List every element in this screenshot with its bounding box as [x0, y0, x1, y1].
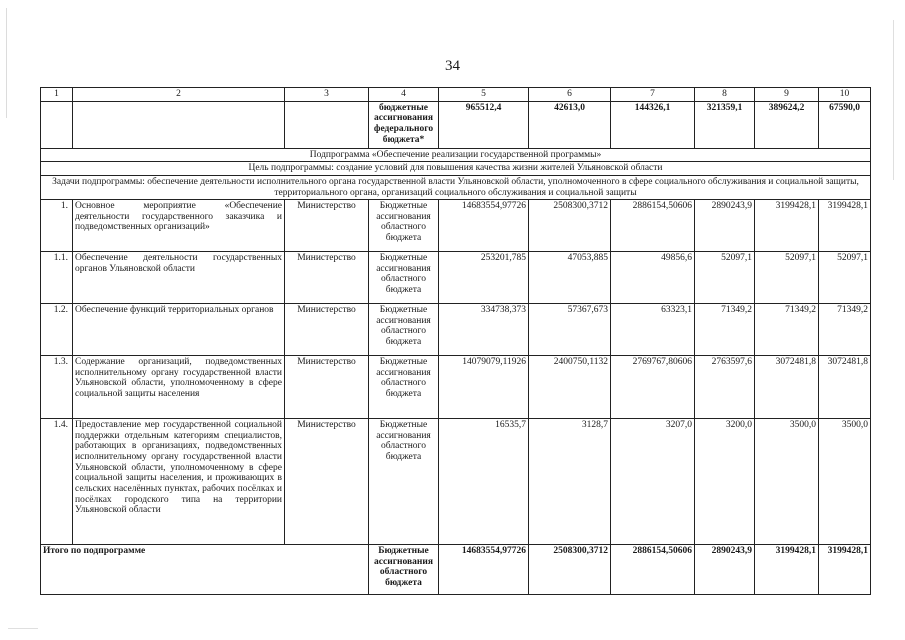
funding-source: Бюджетные ассигнования областного бюджета	[369, 304, 439, 356]
page-number: 34	[445, 58, 460, 74]
subprogram-tasks: Задачи подпрограммы: обеспечение деятельности исполнительного органа государственной власти Ульяновской области, уполномоченного в сфере социального обслуживания и социальной защиты, территориального органа, организаций социального обслуживания и социальной защиты	[41, 175, 871, 199]
funding-source: Бюджетные ассигнования областного бюджета	[369, 356, 439, 419]
value-cell: 14683554,97726	[439, 545, 529, 595]
value-cell: 49856,6	[611, 252, 695, 304]
value-cell: 2763597,6	[695, 356, 755, 419]
subprogram-goal: Цель подпрограммы: создание условий для повышения качества жизни жителей Ульяновской области	[41, 162, 871, 176]
value-cell: 253201,785	[439, 252, 529, 304]
value-cell: 3199428,1	[819, 200, 871, 252]
value-cell: 3500,0	[819, 419, 871, 545]
value-cell: 57367,673	[529, 304, 611, 356]
table-row	[41, 419, 871, 545]
table-row	[41, 200, 871, 252]
value-cell: 2890243,9	[695, 545, 755, 595]
subprogram-title: Подпрограмма «Обеспечение реализации государственной программы»	[41, 148, 871, 162]
budget-table	[40, 87, 871, 595]
funding-source: Бюджетные ассигнования областного бюджета	[369, 545, 439, 595]
column-number: 10	[819, 88, 871, 102]
value-cell: 3200,0	[695, 419, 755, 545]
table-row	[41, 356, 871, 419]
subprogram-title-row	[41, 148, 871, 162]
value-cell: 3207,0	[611, 419, 695, 545]
executor: Министерство	[285, 200, 369, 252]
funding-source: Бюджетные ассигнования областного бюджета	[369, 252, 439, 304]
subprogram-tasks-row	[41, 175, 871, 199]
value-cell: 47053,885	[529, 252, 611, 304]
activity-name: Обеспечение функций территориальных органов	[73, 304, 285, 356]
subprogram-goal-row	[41, 162, 871, 176]
value-cell: 16535,7	[439, 419, 529, 545]
activity-name: Содержание организаций, подведомственных исполнительному органу государственной власти Ульяновской области, уполномоченному в сфере социальной защиты населения	[73, 356, 285, 419]
column-number: 4	[369, 88, 439, 102]
column-number: 7	[611, 88, 695, 102]
table-row	[41, 304, 871, 356]
value-cell: 389624,2	[755, 101, 819, 148]
empty-cell	[41, 101, 73, 148]
column-number: 8	[695, 88, 755, 102]
value-cell: 42613,0	[529, 101, 611, 148]
value-cell: 52097,1	[695, 252, 755, 304]
value-cell: 2886154,50606	[611, 200, 695, 252]
value-cell: 3199428,1	[819, 545, 871, 595]
value-cell: 71349,2	[695, 304, 755, 356]
value-cell: 3199428,1	[755, 200, 819, 252]
column-number: 1	[41, 88, 73, 102]
row-number: 1.	[41, 200, 73, 252]
row-number: 1.1.	[41, 252, 73, 304]
value-cell: 2508300,3712	[529, 200, 611, 252]
executor: Министерство	[285, 419, 369, 545]
value-cell: 14683554,97726	[439, 200, 529, 252]
executor: Министерство	[285, 304, 369, 356]
value-cell: 71349,2	[819, 304, 871, 356]
value-cell: 3128,7	[529, 419, 611, 545]
total-row	[41, 545, 871, 595]
row-number: 1.3.	[41, 356, 73, 419]
value-cell: 67590,0	[819, 101, 871, 148]
column-number: 2	[73, 88, 285, 102]
value-cell: 71349,2	[755, 304, 819, 356]
value-cell: 52097,1	[819, 252, 871, 304]
table-row	[41, 252, 871, 304]
value-cell: 63323,1	[611, 304, 695, 356]
value-cell: 3072481,8	[755, 356, 819, 419]
activity-name: Предоставление мер государственной социальной поддержки отдельным категориям специалистов, работающих в организациях, подведомственных исполнительному органу государственной власти Ульяновской области, уполномоченному в сфере социальной защиты населения, и проживающих в сельских населённых пунктах, рабочих посёлках и посёлках городского типа на территории Ульяновской области	[73, 419, 285, 545]
column-number: 3	[285, 88, 369, 102]
column-number: 6	[529, 88, 611, 102]
scan-edge-line-right	[893, 20, 894, 180]
row-number: 1.4.	[41, 419, 73, 545]
column-number: 5	[439, 88, 529, 102]
value-cell: 321359,1	[695, 101, 755, 148]
value-cell: 3500,0	[755, 419, 819, 545]
value-cell: 2400750,1132	[529, 356, 611, 419]
value-cell: 2886154,50606	[611, 545, 695, 595]
column-number: 9	[755, 88, 819, 102]
row-number: 1.2.	[41, 304, 73, 356]
value-cell: 2769767,80606	[611, 356, 695, 419]
value-cell: 144326,1	[611, 101, 695, 148]
value-cell: 3199428,1	[755, 545, 819, 595]
activity-name: Обеспечение деятельности государственных органов Ульяновской области	[73, 252, 285, 304]
value-cell: 2890243,9	[695, 200, 755, 252]
value-cell: 965512,4	[439, 101, 529, 148]
funding-source: Бюджетные ассигнования областного бюджета	[369, 200, 439, 252]
executor: Министерство	[285, 356, 369, 419]
value-cell: 2508300,3712	[529, 545, 611, 595]
funding-source: Бюджетные ассигнования областного бюджета	[369, 419, 439, 545]
value-cell: 14079079,11926	[439, 356, 529, 419]
federal-budget-row	[41, 101, 871, 148]
executor: Министерство	[285, 252, 369, 304]
empty-cell	[73, 101, 285, 148]
empty-cell	[285, 101, 369, 148]
scan-edge-line-bottom	[8, 628, 38, 629]
column-number-row	[41, 88, 871, 102]
value-cell: 334738,373	[439, 304, 529, 356]
value-cell: 3072481,8	[819, 356, 871, 419]
total-label: Итого по подпрограмме	[41, 545, 369, 595]
activity-name: Основное мероприятие «Обеспечение деятельности государственного заказчика и подведомственных организаций»	[73, 200, 285, 252]
value-cell: 52097,1	[755, 252, 819, 304]
funding-source: бюджетные ассигнования федерального бюджета*	[369, 101, 439, 148]
